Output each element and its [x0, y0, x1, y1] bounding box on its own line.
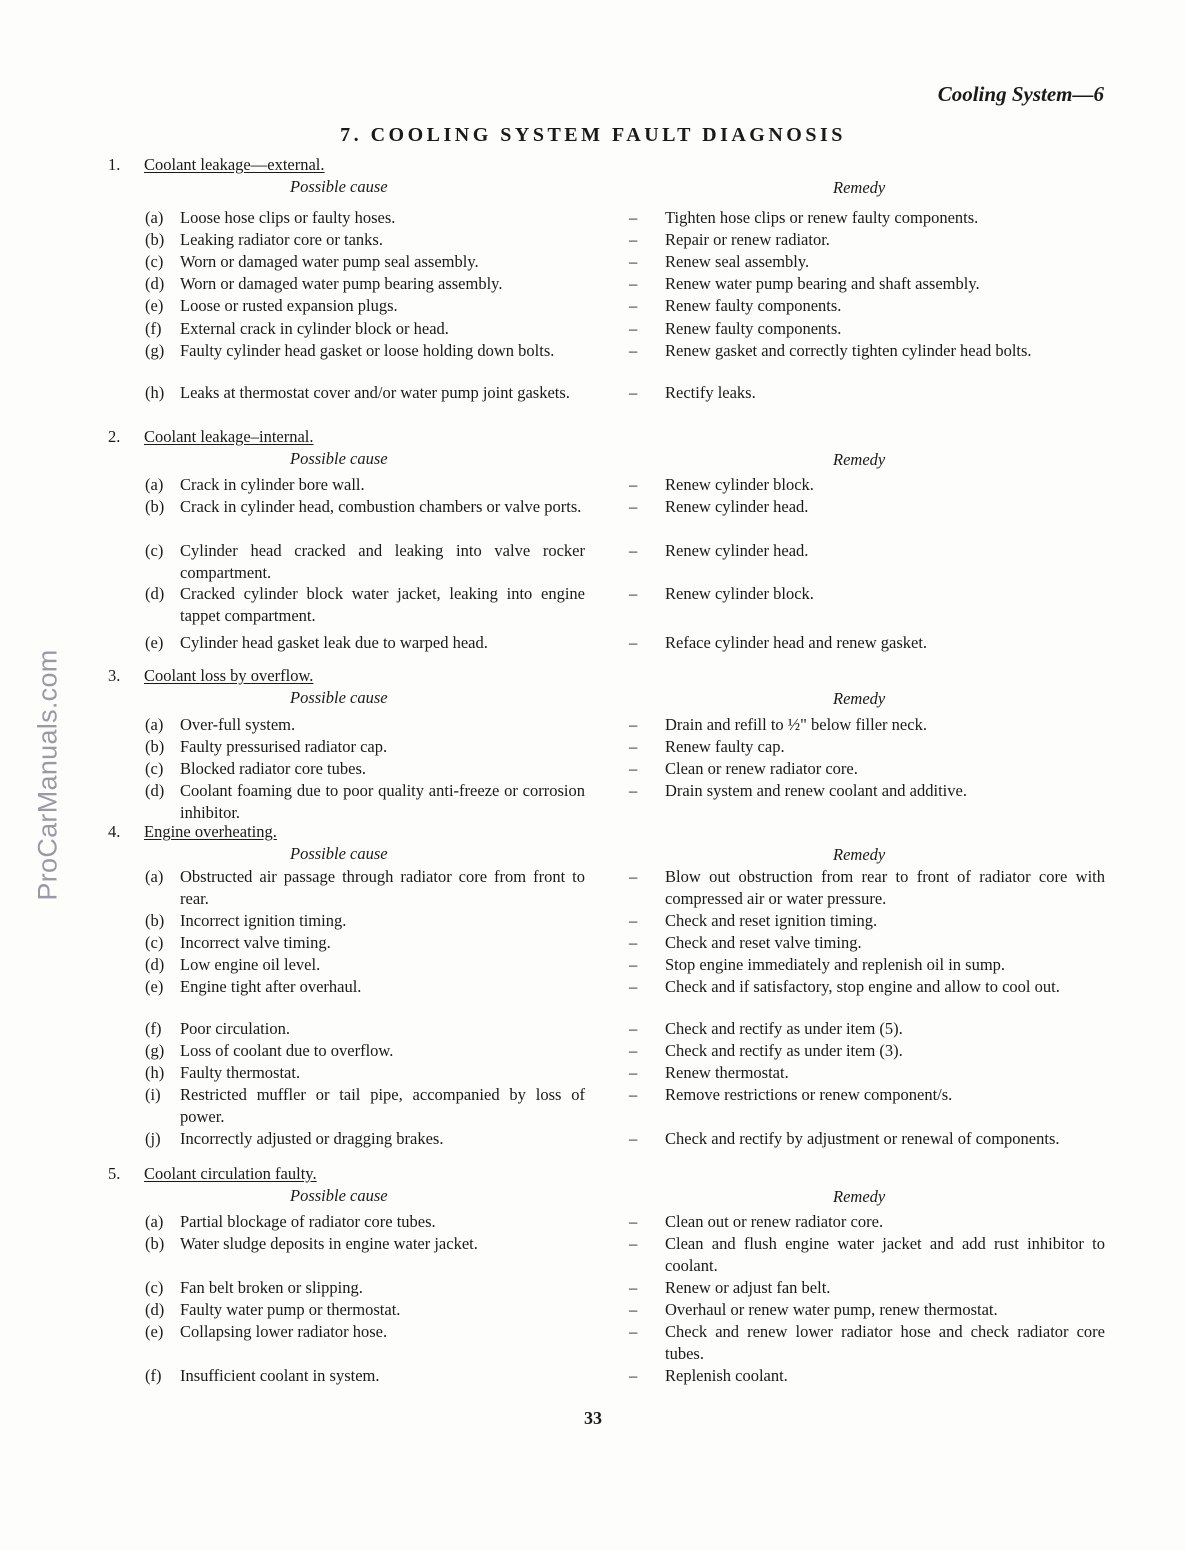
section-title-text: Coolant loss by overflow.	[144, 666, 314, 685]
cause-text: Incorrect valve timing.	[180, 933, 331, 952]
cause-text: Coolant foaming due to poor quality anti-freeze or corrosion inhibitor.	[180, 781, 585, 822]
remedy-text: Drain and refill to ½" below filler neck.	[665, 715, 927, 734]
dash-separator: –	[629, 1300, 638, 1319]
page-header: Cooling System—6	[937, 82, 1104, 106]
remedy-heading: Remedy	[833, 178, 886, 197]
item-letter: (e)	[145, 633, 164, 652]
cause-text: Loose hose clips or faulty hoses.	[180, 208, 396, 227]
cause-text: Crack in cylinder head, combustion chambers or valve ports.	[180, 497, 582, 516]
remedy-text: Renew gasket and correctly tighten cylinder head bolts.	[665, 341, 1032, 360]
dash-separator: –	[629, 1129, 638, 1148]
dash-separator: –	[629, 475, 638, 494]
item-letter: (i)	[145, 1085, 161, 1104]
remedy-text: Check and renew lower radiator hose and check radiator core tubes.	[665, 1322, 1105, 1363]
dash-separator: –	[629, 1019, 638, 1038]
section-number: 5.	[108, 1164, 121, 1183]
cause-text: Over-full system.	[180, 715, 296, 734]
section-title-text: Coolant circulation faulty.	[144, 1164, 317, 1183]
cause-text: Cylinder head gasket leak due to warped head.	[180, 633, 488, 652]
item-letter: (d)	[145, 274, 165, 293]
section-title-text: Engine overheating.	[144, 822, 277, 841]
dash-separator: –	[629, 955, 638, 974]
remedy-heading: Remedy	[833, 689, 886, 708]
watermark: ProCarManuals.com	[32, 649, 63, 901]
possible-cause-heading: Possible cause	[290, 688, 388, 707]
item-letter: (c)	[145, 252, 164, 271]
cause-text: Loose or rusted expansion plugs.	[180, 296, 398, 315]
dash-separator: –	[629, 208, 638, 227]
remedy-text: Check and rectify as under item (5).	[665, 1019, 903, 1038]
cause-text: Leaks at thermostat cover and/or water pump joint gaskets.	[180, 383, 570, 402]
page-title: 7. COOLING SYSTEM FAULT DIAGNOSIS	[340, 124, 846, 146]
item-letter: (h)	[145, 1063, 165, 1082]
remedy-text: Check and if satisfactory, stop engine and allow to cool out.	[665, 977, 1060, 996]
item-letter: (f)	[145, 319, 162, 338]
remedy-text: Clean and flush engine water jacket and add rust inhibitor to coolant.	[665, 1234, 1105, 1275]
remedy-text: Renew or adjust fan belt.	[665, 1278, 831, 1297]
remedy-text: Check and reset ignition timing.	[665, 911, 878, 930]
possible-cause-heading: Possible cause	[290, 844, 388, 863]
remedy-text: Renew cylinder block.	[665, 475, 814, 494]
dash-separator: –	[629, 1212, 638, 1231]
section-title-text: Coolant leakage–internal.	[144, 427, 314, 446]
item-letter: (c)	[145, 541, 164, 560]
dash-separator: –	[629, 977, 638, 996]
remedy-text: Renew cylinder head.	[665, 541, 809, 560]
remedy-text: Renew seal assembly.	[665, 252, 810, 271]
section-number: 2.	[108, 427, 121, 446]
remedy-heading: Remedy	[833, 1187, 886, 1206]
remedy-text: Blow out obstruction from rear to front of radiator core with compressed air or water pressure.	[665, 867, 1105, 908]
item-letter: (d)	[145, 955, 165, 974]
remedy-text: Replenish coolant.	[665, 1366, 788, 1385]
item-letter: (c)	[145, 1278, 164, 1297]
section-title	[108, 427, 314, 447]
remedy-text: Rectify leaks.	[665, 383, 756, 402]
remedy-text: Reface cylinder head and renew gasket.	[665, 633, 928, 652]
cause-text: Crack in cylinder bore wall.	[180, 475, 365, 494]
cause-text: Faulty cylinder head gasket or loose holding down bolts.	[180, 341, 555, 360]
remedy-text: Clean or renew radiator core.	[665, 759, 858, 778]
item-letter: (b)	[145, 911, 165, 930]
cause-text: Cracked cylinder block water jacket, leaking into engine tappet compartment.	[180, 584, 585, 625]
dash-separator: –	[629, 383, 638, 402]
cause-text: Obstructed air passage through radiator core from front to rear.	[180, 867, 585, 908]
item-letter: (j)	[145, 1129, 161, 1148]
remedy-text: Clean out or renew radiator core.	[665, 1212, 884, 1231]
remedy-text: Remove restrictions or renew component/s.	[665, 1085, 953, 1104]
dash-separator: –	[629, 781, 638, 800]
cause-text: External crack in cylinder block or head.	[180, 319, 449, 338]
remedy-text: Renew cylinder block.	[665, 584, 814, 603]
dash-separator: –	[629, 737, 638, 756]
remedy-text: Renew faulty cap.	[665, 737, 785, 756]
possible-cause-heading: Possible cause	[290, 177, 388, 196]
cause-text: Faulty pressurised radiator cap.	[180, 737, 388, 756]
dash-separator: –	[629, 341, 638, 360]
item-letter: (a)	[145, 867, 164, 886]
item-letter: (f)	[145, 1019, 162, 1038]
remedy-text: Stop engine immediately and replenish oil in sump.	[665, 955, 1006, 974]
remedy-text: Overhaul or renew water pump, renew thermostat.	[665, 1300, 998, 1319]
section-title-text: Coolant leakage—external.	[144, 155, 325, 174]
item-letter: (e)	[145, 1322, 164, 1341]
item-letter: (a)	[145, 1212, 164, 1231]
cause-text: Water sludge deposits in engine water jacket.	[180, 1234, 478, 1253]
item-letter: (b)	[145, 1234, 165, 1253]
item-letter: (c)	[145, 759, 164, 778]
cause-text: Blocked radiator core tubes.	[180, 759, 367, 778]
possible-cause-heading: Possible cause	[290, 1186, 388, 1205]
item-letter: (e)	[145, 296, 164, 315]
item-letter: (f)	[145, 1366, 162, 1385]
remedy-heading: Remedy	[833, 450, 886, 469]
remedy-heading: Remedy	[833, 845, 886, 864]
remedy-text: Renew faulty components.	[665, 319, 842, 338]
remedy-text: Tighten hose clips or renew faulty components.	[665, 208, 979, 227]
remedy-text: Renew thermostat.	[665, 1063, 789, 1082]
item-letter: (b)	[145, 737, 165, 756]
section-title	[108, 822, 277, 842]
section-title	[108, 155, 325, 175]
dash-separator: –	[629, 1366, 638, 1385]
dash-separator: –	[629, 497, 638, 516]
item-letter: (b)	[145, 497, 165, 516]
item-letter: (g)	[145, 1041, 165, 1060]
item-letter: (g)	[145, 341, 165, 360]
cause-text: Worn or damaged water pump bearing assembly.	[180, 274, 503, 293]
dash-separator: –	[629, 230, 638, 249]
remedy-text: Check and rectify as under item (3).	[665, 1041, 903, 1060]
dash-separator: –	[629, 296, 638, 315]
remedy-text: Drain system and renew coolant and additive.	[665, 781, 967, 800]
dash-separator: –	[629, 867, 638, 886]
dash-separator: –	[629, 584, 638, 603]
cause-text: Loss of coolant due to overflow.	[180, 1041, 394, 1060]
cause-text: Partial blockage of radiator core tubes.	[180, 1212, 436, 1231]
remedy-text: Renew water pump bearing and shaft assembly.	[665, 274, 980, 293]
item-letter: (a)	[145, 475, 164, 494]
section-title	[108, 1164, 317, 1184]
dash-separator: –	[629, 633, 638, 652]
item-letter: (b)	[145, 230, 165, 249]
dash-separator: –	[629, 274, 638, 293]
possible-cause-heading: Possible cause	[290, 449, 388, 468]
cause-text: Incorrect ignition timing.	[180, 911, 347, 930]
cause-text: Incorrectly adjusted or dragging brakes.	[180, 1129, 444, 1148]
item-letter: (h)	[145, 383, 165, 402]
dash-separator: –	[629, 1041, 638, 1060]
dash-separator: –	[629, 1063, 638, 1082]
dash-separator: –	[629, 759, 638, 778]
item-letter: (c)	[145, 933, 164, 952]
dash-separator: –	[629, 715, 638, 734]
cause-text: Leaking radiator core or tanks.	[180, 230, 383, 249]
dash-separator: –	[629, 252, 638, 271]
cause-text: Low engine oil level.	[180, 955, 321, 974]
cause-text: Worn or damaged water pump seal assembly.	[180, 252, 479, 271]
cause-text: Poor circulation.	[180, 1019, 290, 1038]
item-letter: (e)	[145, 977, 164, 996]
dash-separator: –	[629, 911, 638, 930]
item-letter: (d)	[145, 584, 165, 603]
item-letter: (a)	[145, 208, 164, 227]
section-title	[108, 666, 313, 686]
item-letter: (d)	[145, 1300, 165, 1319]
cause-text: Fan belt broken or slipping.	[180, 1278, 363, 1297]
cause-text: Collapsing lower radiator hose.	[180, 1322, 388, 1341]
section-number: 1.	[108, 155, 121, 174]
dash-separator: –	[629, 1278, 638, 1297]
item-letter: (a)	[145, 715, 164, 734]
cause-text: Faulty water pump or thermostat.	[180, 1300, 401, 1319]
cause-text: Engine tight after overhaul.	[180, 977, 362, 996]
remedy-text: Repair or renew radiator.	[665, 230, 830, 249]
dash-separator: –	[629, 1322, 638, 1341]
remedy-text: Renew faulty components.	[665, 296, 842, 315]
remedy-text: Check and rectify by adjustment or renewal of components.	[665, 1129, 1060, 1148]
dash-separator: –	[629, 1234, 638, 1253]
page-number: 33	[584, 1408, 602, 1428]
section-number: 4.	[108, 822, 121, 841]
dash-separator: –	[629, 319, 638, 338]
section-number: 3.	[108, 666, 121, 685]
dash-separator: –	[629, 541, 638, 560]
cause-text: Faulty thermostat.	[180, 1063, 301, 1082]
cause-text: Cylinder head cracked and leaking into valve rocker compartment.	[180, 541, 585, 582]
cause-text: Insufficient coolant in system.	[180, 1366, 380, 1385]
remedy-text: Check and reset valve timing.	[665, 933, 862, 952]
remedy-text: Renew cylinder head.	[665, 497, 809, 516]
item-letter: (d)	[145, 781, 165, 800]
cause-text: Restricted muffler or tail pipe, accompanied by loss of power.	[180, 1085, 585, 1126]
dash-separator: –	[629, 1085, 638, 1104]
dash-separator: –	[629, 933, 638, 952]
